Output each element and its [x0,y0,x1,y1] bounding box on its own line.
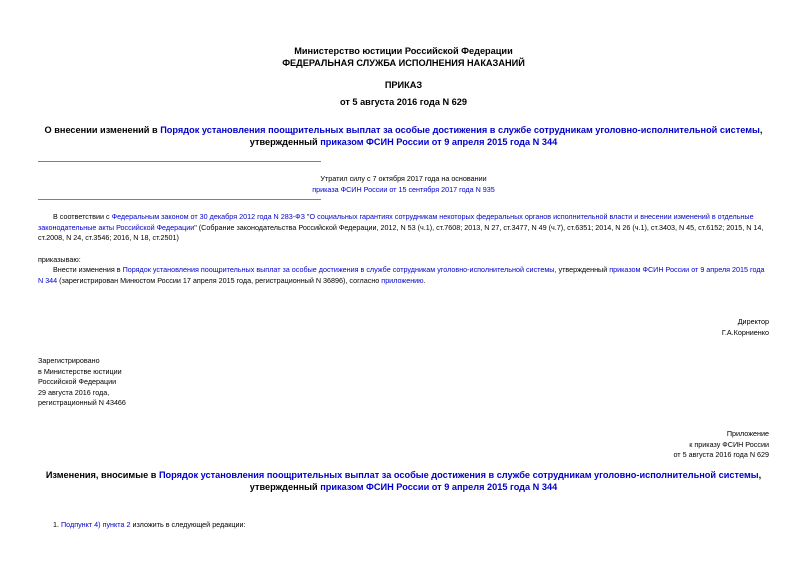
item-text-post: изложить в следующей редакции: [130,520,246,529]
document-header [0,45,807,69]
body-text-end: . [423,275,426,285]
changes-title-mid: , утвержденный [249,470,762,492]
registration-line: регистрационный N 43466 [38,398,126,408]
title-text-mid: , утвержденный [249,125,763,147]
title-link-order-344[interactable]: приказом ФСИН России от 9 апреля 2015 года N 344 [320,137,558,147]
body-link-appendix[interactable]: приложению [381,275,424,285]
registration-block [38,356,126,409]
signature-position: Директор [737,317,769,326]
document-date: от 5 августа 2016 года N 629 [339,97,468,107]
body-link-procedure[interactable]: Порядок установления поощрительных выплат за особые достижения в службе сотрудникам уголовно-исполнительной системы [122,265,555,274]
item-link-point-2[interactable]: пункта 2 [102,520,131,529]
registration-line: Зарегистрировано [38,356,100,365]
title-link-procedure[interactable]: Порядок установления поощрительных выплат за особые достижения в службе сотрудникам уголовно-исполнительной системы [160,125,760,135]
body-text-mid2: (зарегистрирован Минюстом России 17 апреля 2015 года, регистрационный N 36896), согласно [57,275,382,285]
divider-bottom [38,199,321,200]
registration-line: 29 августа 2016 года, [38,387,110,397]
title-text-pre: О внесении изменений в [44,125,161,135]
preamble-link-law-title[interactable]: О социальных гарантиях сотрудникам некоторых федеральных органов исполнительной власти и внесении изменений в отдельные законодательные акты Российской Федерации [38,212,754,232]
appendix-block [673,429,769,461]
signature-block [722,317,769,338]
item-number: 1. [53,520,61,529]
document-type: ПРИКАЗ [384,80,423,90]
preamble-text-post: " (Собрание законодательства Российской Федерации, 2012, N 53 (ч.1), ст.7608; 2013, N 27, ст.3477, N 49 (ч.7), ст.6351; 2014, N 26 (ч.1), ст.3403, N 45, ст.6152; 2015, N 14, ст.2008, N 24, ст.3546; 2016, N 18, ст.2501) [38,222,764,243]
preamble-link-federal-law[interactable]: Федеральным законом от 30 декабря 2012 года N 283-ФЗ [111,212,305,221]
expired-link-order-935[interactable]: приказа ФСИН России от 15 сентября 2017 года N 935 [312,184,495,194]
changes-title-link-procedure[interactable]: Порядок установления поощрительных выплат за особые достижения в службе сотрудникам уголовно-исполнительной системы [158,470,759,480]
appendix-line: от 5 августа 2016 года N 629 [673,450,769,460]
expired-notice [250,174,557,195]
body-link-order-344[interactable]: приказом ФСИН России от 9 апреля 2015 года N 344 [38,265,765,285]
changes-title [40,469,767,493]
document-title [40,124,767,148]
registration-line: в Министерстве юстиции [38,366,122,376]
order-body-paragraph [38,265,769,286]
changes-title-link-order-344[interactable]: приказом ФСИН России от 9 апреля 2015 года N 344 [320,482,558,492]
preamble-text-pre: В соответствии с [53,212,112,221]
appendix-line: Приложение [726,429,769,438]
preamble-paragraph [38,212,769,244]
service-name: ФЕДЕРАЛЬНАЯ СЛУЖБА ИСПОЛНЕНИЯ НАКАЗАНИЙ [282,58,525,68]
expired-text: Утратил силу с 7 октября 2017 года на основании [320,174,487,183]
appendix-line: к приказу ФСИН России [689,439,769,449]
item-link-subpoint-4[interactable]: Подпункт 4) [61,520,101,529]
order-word: приказываю: [38,255,81,264]
divider-top [38,161,321,162]
signature-name: Г.А.Корниенко [721,327,769,337]
body-text-pre: Внести изменения в [53,265,123,274]
preamble-text-quote: " [304,212,310,221]
body-text-mid1: , утвержденный [554,265,610,274]
ministry-name: Министерство юстиции Российской Федерации [294,46,513,56]
changes-title-pre: Изменения, вносимые в [45,470,159,480]
registration-line: Российской Федерации [38,377,117,387]
change-item-1 [53,520,246,531]
